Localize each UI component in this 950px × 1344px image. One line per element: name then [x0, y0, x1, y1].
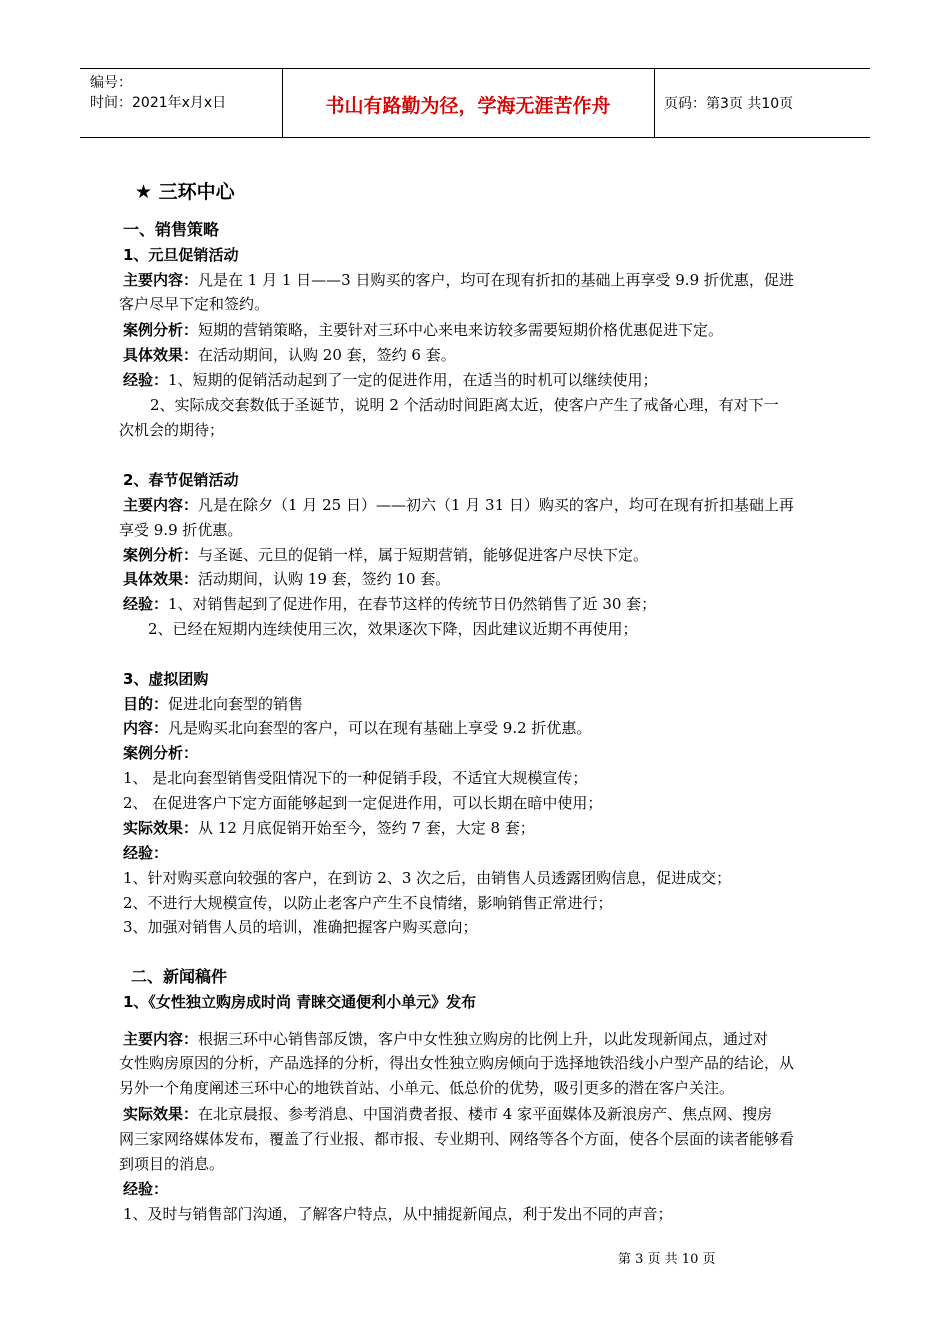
header-page-info: 页码：第3页 共10页 — [664, 96, 794, 112]
a3-content: 内容：凡是购买北向套型的客户，可以在现有基础上享受 9.2 折优惠。 — [123, 719, 592, 737]
a3-heading: 3、虚拟团购 — [123, 670, 209, 688]
page-footer: 第 3 页 共 10 页 — [618, 1252, 716, 1267]
a3-exp-3: 3、加强对销售人员的培训，准确把握客户购买意向； — [123, 918, 478, 936]
a2-content-cont: 享受 9.9 折优惠。 — [119, 521, 243, 539]
page-header — [80, 68, 870, 138]
a3-case-2: 2、 在促进客户下定方面能够起到一定促进作用，可以长期在暗中使用； — [123, 794, 603, 812]
a1-content: 主要内容：凡是在 1 月 1 日——3 日购买的客户，均可在现有折扣的基础上再享受 9.9 折优惠，促进 — [123, 271, 794, 289]
a3-effect: 实际效果：从 12 月底促销开始至今，签约 7 套，大定 8 套； — [123, 819, 535, 837]
a1-heading: 1、元旦促销活动 — [123, 246, 239, 264]
a2-exp: 经验：1、对销售起到了促进作用，在春节这样的传统节日仍然销售了近 30 套； — [123, 595, 657, 613]
n1-effect-cont-2: 到项目的消息。 — [119, 1155, 225, 1173]
a3-exp-2: 2、不进行大规模宣传，以防止老客户产生不良情绪，影响销售正常进行； — [123, 894, 613, 912]
n1-content-cont-1: 女性购房原因的分析，产品选择的分析，得出女性独立购房倾向于选择地铁沿线小户型产品的结论，从 — [119, 1054, 795, 1072]
a3-exp-label: 经验： — [123, 844, 169, 862]
a1-case: 案例分析：短期的营销策略，主要针对三环中心来电来访较多需要短期价格优惠促进下定。 — [123, 321, 724, 339]
n1-content-cont-2: 另外一个角度阐述三环中心的地铁首站、小单元、低总价的优势，吸引更多的潜在客户关注。 — [119, 1079, 735, 1097]
n1-exp-1: 1、及时与销售部门沟通，了解客户特点，从中捕捉新闻点，利于发出不同的声音； — [123, 1205, 673, 1223]
n1-exp-label: 经验： — [123, 1180, 169, 1198]
a1-exp: 经验：1、短期的促销活动起到了一定的促进作用，在适当的时机可以继续使用； — [123, 371, 658, 389]
a2-content: 主要内容：凡是在除夕（1 月 25 日）——初六（1 月 31 日）购买的客户，均可在现有折扣基础上再 — [123, 496, 794, 514]
date-label: 时间：2021年x月x日 — [90, 95, 227, 111]
header-left — [90, 73, 226, 113]
a2-heading: 2、春节促销活动 — [123, 471, 239, 489]
n1-heading: 1、《女性独立购房成时尚 青睐交通便利小单元》发布 — [123, 993, 477, 1011]
a1-exp-2: 2、实际成交套数低于圣诞节，说明 2 个活动时间距离太近，使客户产生了戒备心理，有对下一 — [150, 396, 779, 414]
number-label: 编号： — [90, 75, 132, 91]
n1-effect: 实际效果：在北京晨报、参考消息、中国消费者报、楼市 4 家平面媒体及新浪房产、焦点网、搜房 — [123, 1105, 773, 1123]
a2-case: 案例分析：与圣诞、元旦的促销一样，属于短期营销，能够促进客户尽快下定。 — [123, 546, 649, 564]
a2-exp-2: 2、已经在短期内连续使用三次，效果逐次下降，因此建议近期不再使用； — [148, 620, 638, 638]
a1-exp-2-cont: 次机会的期待； — [119, 421, 225, 439]
a3-case-label: 案例分析： — [123, 744, 199, 762]
header-motto: 书山有路勤为径，学海无涯苦作舟 — [325, 95, 611, 117]
a2-effect: 具体效果：活动期间，认购 19 套，签约 10 套。 — [123, 570, 451, 588]
page-title: ★ 三环中心 — [135, 181, 235, 203]
a3-goal: 目的：促进北向套型的销售 — [123, 695, 304, 713]
section-2-heading: 二、新闻稿件 — [131, 967, 228, 986]
n1-effect-cont-1: 网三家网络媒体发布，覆盖了行业报、都市报、专业期刊、网络等各个方面，使各个层面的读者能够看 — [119, 1130, 795, 1148]
a3-exp-1: 1、针对购买意向较强的客户，在到访 2、3 次之后，由销售人员透露团购信息，促进成交； — [123, 869, 732, 887]
n1-content: 主要内容：根据三环中心销售部反馈，客户中女性独立购房的比例上升，以此发现新闻点，通过对 — [123, 1030, 769, 1048]
a3-case-1: 1、 是北向套型销售受阻情况下的一种促销手段，不适宜大规模宣传； — [123, 769, 588, 787]
a1-effect: 具体效果：在活动期间，认购 20 套，签约 6 套。 — [123, 346, 456, 364]
header-divider-2 — [654, 69, 655, 137]
section-1-heading: 一、销售策略 — [123, 220, 220, 239]
a1-content-cont: 客户尽早下定和签约。 — [119, 295, 270, 313]
